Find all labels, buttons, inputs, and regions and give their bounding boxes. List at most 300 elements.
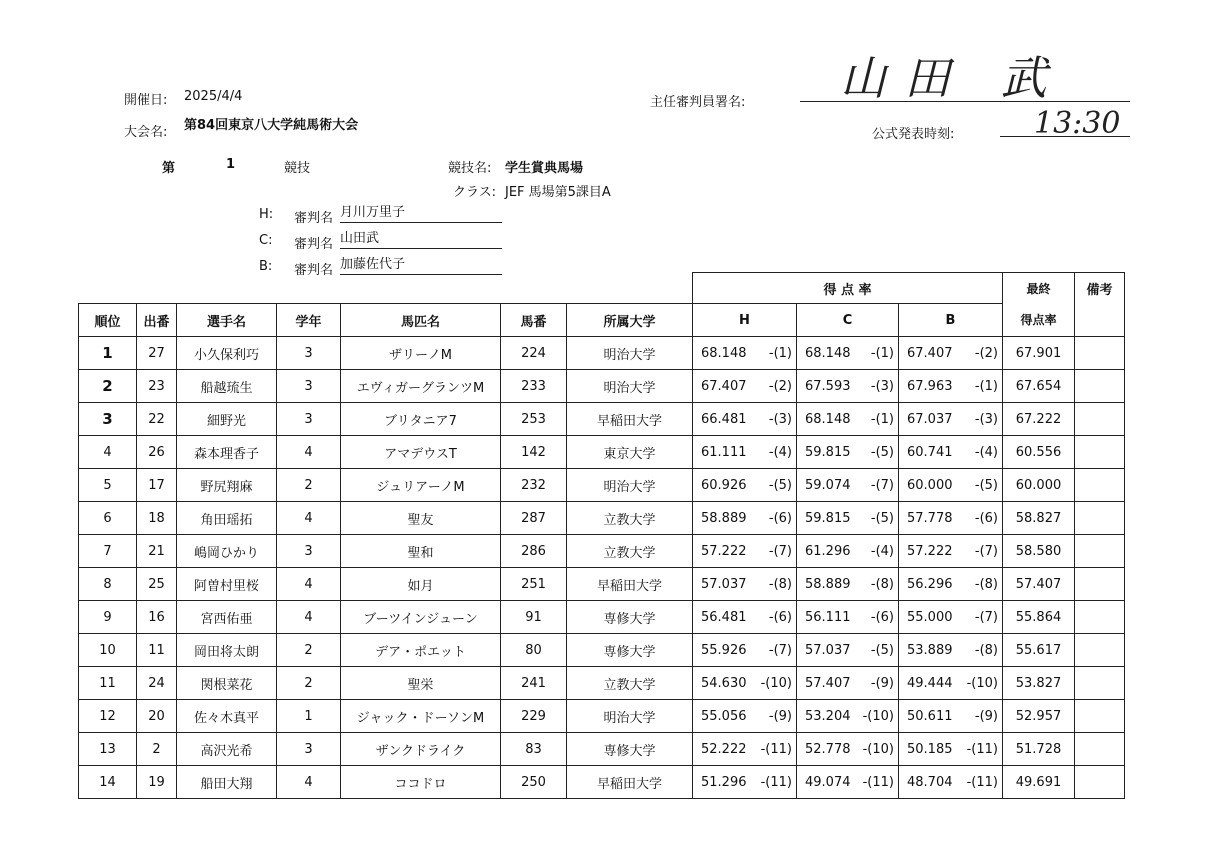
score-rank: -(5) [870,642,894,658]
score-value: 60.000 [907,477,953,493]
university-cell: 明治大学 [567,700,693,733]
score-b-cell [899,502,1003,535]
score-value: 59.815 [805,444,851,460]
university-cell: 立教大学 [567,535,693,568]
score-h-cell [693,733,797,766]
score-h-cell [693,667,797,700]
col-h: H [693,304,797,337]
final-score-cell: 60.556 [1003,436,1075,469]
score-value: 49.074 [805,774,851,790]
university-cell: 立教大学 [567,667,693,700]
score-value: 67.963 [907,378,953,394]
score-c-cell [797,733,899,766]
rider-cell: 嶋岡ひかり [177,535,277,568]
score-value: 57.778 [907,510,953,526]
score-value: 61.296 [805,543,851,559]
score-rank: -(7) [974,543,998,559]
table-row [79,403,1125,436]
horse-cell: ザリーノM [341,337,501,370]
score-value: 67.037 [907,411,953,427]
horse-no-cell: 250 [501,766,567,799]
rider-cell: 佐々木真平 [177,700,277,733]
score-value: 53.889 [907,642,953,658]
score-h-cell [693,436,797,469]
horse-no-cell: 253 [501,403,567,436]
final-score-cell: 58.827 [1003,502,1075,535]
table-row [79,436,1125,469]
year-cell: 3 [277,337,341,370]
order-cell: 26 [137,436,177,469]
score-rank: -(3) [768,411,792,427]
date-label: 開催日: [124,93,168,108]
score-rank: -(11) [966,741,998,757]
table-row [79,370,1125,403]
chief-judge-label: 主任審判員署名: [650,95,746,110]
score-value: 56.481 [701,609,747,625]
horse-no-cell: 233 [501,370,567,403]
score-b-cell [899,535,1003,568]
column-header-row [79,304,1125,337]
score-value: 55.926 [701,642,747,658]
horse-cell: ブリタニア7 [341,403,501,436]
score-value: 50.185 [907,741,953,757]
year-cell: 2 [277,667,341,700]
judge-h-name: 月川万里子 [340,201,502,223]
order-cell: 17 [137,469,177,502]
remarks-cell [1075,733,1125,766]
score-value: 52.778 [805,741,851,757]
remarks-cell [1075,601,1125,634]
score-value: 57.222 [907,543,953,559]
score-rank: -(6) [768,609,792,625]
year-cell: 4 [277,502,341,535]
horse-cell: 如月 [341,568,501,601]
competition-name: 学生賞典馬場 [505,161,584,176]
rider-cell: 角田瑶拓 [177,502,277,535]
university-cell: 立教大学 [567,502,693,535]
judge-b-name: 加藤佐代子 [340,253,502,275]
score-rank: -(10) [760,675,792,691]
horse-no-cell: 142 [501,436,567,469]
horse-cell: ジャック・ドーソンM [341,700,501,733]
score-rank: -(7) [870,477,894,493]
score-h-cell [693,634,797,667]
rank-cell: 11 [79,667,137,700]
horse-no-cell: 91 [501,601,567,634]
score-h-cell [693,766,797,799]
horse-cell: ココドロ [341,766,501,799]
score-h-cell [693,568,797,601]
score-rank: -(8) [974,576,998,592]
score-value: 59.815 [805,510,851,526]
order-cell: 22 [137,403,177,436]
final-score-cell: 55.864 [1003,601,1075,634]
table-row [79,601,1125,634]
score-rank: -(9) [768,708,792,724]
horse-cell: 聖友 [341,502,501,535]
year-cell: 3 [277,535,341,568]
score-value: 49.444 [907,675,953,691]
score-rank: -(8) [768,576,792,592]
score-rank: -(5) [768,477,792,493]
year-cell: 1 [277,700,341,733]
rank-cell: 14 [79,766,137,799]
horse-cell: デア・ポエット [341,634,501,667]
score-rank: -(1) [974,378,998,394]
score-rank: -(7) [974,609,998,625]
table-row [79,766,1125,799]
rank-cell: 13 [79,733,137,766]
score-rank: -(1) [870,345,894,361]
score-rank: -(3) [974,411,998,427]
horse-no-cell: 83 [501,733,567,766]
rank-cell: 2 [79,370,137,403]
remarks-cell [1075,634,1125,667]
competition-number: 1 [226,157,236,172]
horse-no-cell: 251 [501,568,567,601]
university-cell: 東京大学 [567,436,693,469]
score-b-cell [899,667,1003,700]
order-cell: 11 [137,634,177,667]
score-value: 60.926 [701,477,747,493]
university-cell: 専修大学 [567,634,693,667]
horse-no-cell: 286 [501,535,567,568]
final-score-cell: 55.617 [1003,634,1075,667]
judge-b-position: B: [259,259,273,274]
order-cell: 16 [137,601,177,634]
score-h-cell [693,370,797,403]
year-cell: 4 [277,436,341,469]
table-row [79,667,1125,700]
rider-cell: 阿曽村里桜 [177,568,277,601]
score-rank: -(11) [760,774,792,790]
score-value: 68.148 [805,411,851,427]
remarks-cell [1075,766,1125,799]
score-rank: -(3) [870,378,894,394]
final-score-cell: 60.000 [1003,469,1075,502]
year-cell: 4 [277,766,341,799]
remarks-cell [1075,469,1125,502]
score-rank: -(5) [974,477,998,493]
year-cell: 3 [277,370,341,403]
horse-no-cell: 229 [501,700,567,733]
horse-cell: アマデウスT [341,436,501,469]
rider-cell: 野尻翔麻 [177,469,277,502]
score-rank: -(8) [974,642,998,658]
score-value: 58.889 [805,576,851,592]
university-cell: 早稲田大学 [567,403,693,436]
score-b-cell [899,634,1003,667]
university-cell: 早稲田大学 [567,568,693,601]
rank-cell: 5 [79,469,137,502]
score-b-cell [899,337,1003,370]
score-h-cell [693,601,797,634]
order-cell: 23 [137,370,177,403]
event-name: 第84回東京八大学純馬術大会 [184,118,359,133]
col-rank: 順位 [79,304,137,337]
remarks-cell [1075,535,1125,568]
horse-cell: 聖栄 [341,667,501,700]
rank-cell: 10 [79,634,137,667]
col-horse: 馬匹名 [341,304,501,337]
horse-cell: ブーツインジューン [341,601,501,634]
score-b-cell [899,601,1003,634]
table-row [79,568,1125,601]
table-row [79,469,1125,502]
horse-cell: 聖和 [341,535,501,568]
score-rank: -(1) [768,345,792,361]
judge-c-label: 審判名 [294,237,334,252]
score-rank: -(7) [768,642,792,658]
rank-cell: 12 [79,700,137,733]
horse-cell: ザンクドライク [341,733,501,766]
horse-no-cell: 241 [501,667,567,700]
table-row [79,502,1125,535]
score-b-cell [899,370,1003,403]
score-rank: -(10) [862,708,894,724]
table-row [79,733,1125,766]
score-b-cell [899,700,1003,733]
rank-cell: 6 [79,502,137,535]
score-h-cell [693,469,797,502]
score-rank: -(2) [974,345,998,361]
score-rank: -(2) [768,378,792,394]
score-value: 66.481 [701,411,747,427]
score-value: 68.148 [805,345,851,361]
score-rank: -(11) [862,774,894,790]
year-cell: 4 [277,568,341,601]
table-row [79,337,1125,370]
final-score-cell: 67.654 [1003,370,1075,403]
order-cell: 24 [137,667,177,700]
rider-cell: 高沢光希 [177,733,277,766]
year-cell: 2 [277,634,341,667]
score-c-cell [797,469,899,502]
event-label: 大会名: [124,125,168,140]
remarks-cell [1075,403,1125,436]
announce-time: 13:30 [1034,106,1121,141]
final-header-bottom: 得点率 [1003,304,1075,337]
score-rank: -(5) [870,510,894,526]
score-h-cell [693,535,797,568]
date-value: 2025/4/4 [184,89,243,104]
rider-cell: 小久保利巧 [177,337,277,370]
score-group-header: 得 点 率 [693,273,1003,304]
judge-h-label: 審判名 [294,211,334,226]
score-value: 53.204 [805,708,851,724]
rider-cell: 船田大翔 [177,766,277,799]
order-cell: 19 [137,766,177,799]
score-rank: -(4) [974,444,998,460]
rider-cell: 細野光 [177,403,277,436]
score-c-cell [797,766,899,799]
score-b-cell [899,403,1003,436]
order-cell: 20 [137,700,177,733]
score-value: 57.407 [805,675,851,691]
score-c-cell [797,502,899,535]
score-value: 57.037 [805,642,851,658]
rank-cell: 1 [79,337,137,370]
col-year: 学年 [277,304,341,337]
judge-c-name: 山田武 [340,227,502,249]
final-score-cell: 53.827 [1003,667,1075,700]
score-c-cell [797,601,899,634]
score-rank: -(9) [974,708,998,724]
score-b-cell [899,436,1003,469]
final-score-cell: 49.691 [1003,766,1075,799]
horse-no-cell: 80 [501,634,567,667]
horse-cell: エヴィガーグランツM [341,370,501,403]
score-rank: -(1) [870,411,894,427]
score-b-cell [899,766,1003,799]
final-score-cell: 67.222 [1003,403,1075,436]
score-value: 55.000 [907,609,953,625]
rank-cell: 9 [79,601,137,634]
score-c-cell [797,634,899,667]
score-value: 54.630 [701,675,747,691]
competition-prefix: 第 [162,161,176,176]
score-rank: -(7) [768,543,792,559]
score-rank: -(4) [768,444,792,460]
score-value: 58.889 [701,510,747,526]
judge-h-position: H: [259,207,274,222]
score-value: 60.741 [907,444,953,460]
score-b-cell [899,733,1003,766]
final-score-cell: 58.580 [1003,535,1075,568]
score-rank: -(11) [760,741,792,757]
score-value: 56.111 [805,609,851,625]
year-cell: 3 [277,733,341,766]
competition-name-label: 競技名: [448,161,492,176]
score-value: 67.407 [701,378,747,394]
rank-cell: 8 [79,568,137,601]
rank-cell: 3 [79,403,137,436]
score-rank: -(6) [870,609,894,625]
university-cell: 明治大学 [567,337,693,370]
table-row [79,535,1125,568]
rider-cell: 岡田将太朗 [177,634,277,667]
rider-cell: 森本理香子 [177,436,277,469]
score-c-cell [797,436,899,469]
remarks-cell [1075,337,1125,370]
table-row [79,700,1125,733]
score-rank: -(5) [870,444,894,460]
score-rank: -(6) [974,510,998,526]
table-row [79,634,1125,667]
university-cell: 明治大学 [567,469,693,502]
remarks-cell [1075,502,1125,535]
score-c-cell [797,403,899,436]
score-value: 67.593 [805,378,851,394]
class-label: クラス: [453,185,496,200]
score-value: 48.704 [907,774,953,790]
remarks-cell [1075,568,1125,601]
score-c-cell [797,370,899,403]
score-h-cell [693,403,797,436]
score-value: 59.074 [805,477,851,493]
score-rank: -(9) [870,675,894,691]
horse-no-cell: 287 [501,502,567,535]
class-value: JEF 馬場第5課目A [505,185,611,200]
order-cell: 25 [137,568,177,601]
rider-cell: 船越琉生 [177,370,277,403]
year-cell: 3 [277,403,341,436]
score-value: 61.111 [701,444,747,460]
score-c-cell [797,535,899,568]
remarks-cell [1075,700,1125,733]
score-c-cell [797,568,899,601]
announce-label: 公式発表時刻: [872,127,955,142]
score-rank: -(11) [966,774,998,790]
score-value: 57.222 [701,543,747,559]
horse-no-cell: 224 [501,337,567,370]
col-rider: 選手名 [177,304,277,337]
remarks-cell [1075,370,1125,403]
score-h-cell [693,700,797,733]
score-value: 67.407 [907,345,953,361]
university-cell: 専修大学 [567,733,693,766]
score-h-cell [693,502,797,535]
score-rank: -(4) [870,543,894,559]
final-score-cell: 51.728 [1003,733,1075,766]
remarks-cell [1075,436,1125,469]
col-b: B [899,304,1003,337]
chief-judge-signature: 山田 武 [840,51,1065,105]
score-value: 56.296 [907,576,953,592]
final-score-cell: 52.957 [1003,700,1075,733]
score-rank: -(10) [966,675,998,691]
col-c: C [797,304,899,337]
score-h-cell [693,337,797,370]
score-c-cell [797,667,899,700]
final-header-top: 最終 [1003,273,1075,304]
rank-cell: 4 [79,436,137,469]
rank-cell: 7 [79,535,137,568]
rider-cell: 宮西佑亜 [177,601,277,634]
order-cell: 2 [137,733,177,766]
score-value: 50.611 [907,708,953,724]
score-value: 52.222 [701,741,747,757]
score-rank: -(10) [862,741,894,757]
year-cell: 2 [277,469,341,502]
score-rank: -(6) [768,510,792,526]
results-table [78,272,1125,799]
horse-no-cell: 232 [501,469,567,502]
judge-c-position: C: [259,233,273,248]
judge-b-label: 審判名 [294,263,334,278]
remarks-header: 備考 [1075,273,1125,337]
university-cell: 明治大学 [567,370,693,403]
year-cell: 4 [277,601,341,634]
score-value: 57.037 [701,576,747,592]
col-horse-no: 馬番 [501,304,567,337]
col-order: 出番 [137,304,177,337]
score-c-cell [797,700,899,733]
col-university: 所属大学 [567,304,693,337]
order-cell: 21 [137,535,177,568]
competition-suffix: 競技 [284,161,311,176]
order-cell: 18 [137,502,177,535]
university-cell: 専修大学 [567,601,693,634]
score-c-cell [797,337,899,370]
remarks-cell [1075,667,1125,700]
score-rank: -(8) [870,576,894,592]
score-b-cell [899,568,1003,601]
score-value: 55.056 [701,708,747,724]
university-cell: 早稲田大学 [567,766,693,799]
order-cell: 27 [137,337,177,370]
score-value: 51.296 [701,774,747,790]
